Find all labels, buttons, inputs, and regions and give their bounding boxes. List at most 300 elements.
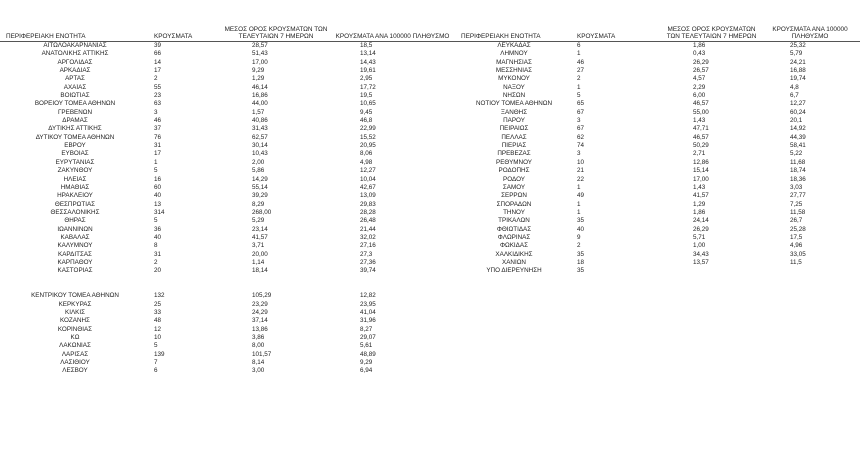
cell-cases	[150, 284, 222, 292]
cell-per100k: 17,5	[790, 233, 803, 241]
cell-region: ΜΕΣΣΗΝΙΑΣ	[495, 67, 533, 75]
table-row	[0, 125, 455, 133]
table-row	[0, 217, 455, 225]
cell-cases: 3	[577, 150, 581, 158]
cell-avg7: 15,14	[693, 167, 709, 175]
table-row	[455, 184, 860, 192]
header-avg7: ΜΕΣΟΣ ΟΡΟΣ ΚΡΟΥΣΜΑΤΩΝ ΤΩΝ ΤΕΛΕΥΤΑΙΩΝ 7 ΗΜΕΡΩΝ	[663, 0, 760, 42]
cell-cases: 18	[577, 258, 585, 266]
table-row	[455, 192, 860, 200]
left-table-body	[0, 42, 455, 376]
cell-cases: 49	[577, 192, 585, 200]
cell-cases: 6	[154, 367, 158, 375]
cell-per100k: 18,5	[360, 42, 373, 49]
cell-cases: 40	[154, 192, 162, 200]
cell-cases: 12	[154, 325, 162, 333]
cell-cases: 27	[577, 67, 585, 75]
cell-per100k: 5,61	[360, 342, 373, 350]
cell-cases: 1	[577, 83, 581, 91]
cell-region: ΚΕΡΚΥΡΑΣ	[58, 300, 92, 308]
cell-avg7: 14,29	[252, 175, 268, 183]
cell-per100k: 16,88	[790, 67, 806, 75]
table-row	[0, 301, 455, 309]
cell-per100k: 7,25	[790, 200, 803, 208]
cell-cases: 10	[577, 158, 585, 166]
cell-per100k: 18,74	[790, 167, 806, 175]
cell-cases: 31	[154, 142, 162, 150]
cell-avg7: 8,14	[252, 359, 265, 367]
table-row	[455, 134, 860, 142]
cell-region: ΠΙΕΡΙΑΣ	[501, 142, 527, 150]
cell-cases: 3	[154, 108, 158, 116]
cell-per100k: 27,3	[360, 250, 373, 258]
cell-cases: 7	[154, 359, 158, 367]
cell-region: ΘΕΣΠΡΩΤΙΑΣ	[54, 200, 96, 208]
cell-region: ΛΑΣΙΘΙΟΥ	[60, 359, 90, 367]
table-row	[0, 150, 455, 158]
cell-avg7: 2,00	[252, 158, 265, 166]
table-row	[0, 75, 455, 83]
cell-cases: 1	[577, 183, 581, 191]
cell-region: ΠΑΡΟΥ	[503, 117, 525, 125]
cell-region: ΚΑΛΥΜΝΟΥ	[57, 242, 93, 250]
cell-per100k: 25,28	[790, 225, 806, 233]
table-row	[455, 176, 860, 184]
cell-per100k: 26,7	[790, 217, 803, 225]
table-row	[0, 50, 455, 58]
cell-per100k: 60,24	[790, 108, 806, 116]
cell-cases: 5	[154, 217, 158, 225]
cell-per100k: 28,28	[360, 208, 376, 216]
cell-region: ΖΑΚΥΝΘΟΥ	[57, 167, 93, 175]
cell-avg7: 55,14	[252, 183, 268, 191]
table-row	[0, 192, 455, 200]
cell-cases: 39	[154, 42, 162, 49]
cell-avg7: 50,29	[693, 142, 709, 150]
cell-per100k: 46,8	[360, 117, 373, 125]
header-per100k: ΚΡΟΥΣΜΑΤΑ ΑΝΑ 100000 ΠΛΗΘΥΣΜΟ	[760, 0, 860, 42]
cell-region: ΣΠΟΡΑΔΩΝ	[496, 200, 532, 208]
cell-avg7: 34,43	[693, 250, 709, 258]
cell-region: ΛΗΜΝΟΥ	[500, 50, 528, 58]
table-row	[455, 100, 860, 108]
header-region: ΠΕΡΙΦΕΡΕΙΑΚΗ ΕΝΟΤΗΤΑ	[0, 0, 150, 42]
table-row	[0, 84, 455, 92]
cell-region: ΛΑΚΩΝΙΑΣ	[59, 342, 91, 350]
cell-per100k: 22,99	[360, 125, 376, 133]
cell-cases: 10	[154, 334, 162, 342]
cell-cases: 20	[154, 267, 162, 275]
right-table-body	[455, 42, 860, 276]
cell-cases: 9	[577, 233, 581, 241]
cell-region: ΚΟΡΙΝΘΙΑΣ	[57, 325, 93, 333]
table-row	[0, 67, 455, 75]
cell-per100k: 19,61	[360, 67, 376, 75]
cell-per100k: 31,96	[360, 317, 376, 325]
cell-per100k: 10,65	[360, 100, 376, 108]
cell-cases: 60	[154, 183, 162, 191]
cell-avg7: 4,57	[693, 75, 706, 83]
cell-per100k: 19,74	[790, 75, 806, 83]
cell-per100k	[330, 276, 455, 284]
cell-avg7: 12,86	[693, 158, 709, 166]
cell-region: ΘΕΣΣΑΛΟΝΙΚΗΣ	[50, 208, 100, 216]
table-row	[455, 226, 860, 234]
table-row	[455, 42, 860, 51]
cell-region	[0, 276, 150, 284]
cell-avg7: 13,86	[252, 325, 268, 333]
cell-region: ΗΛΕΙΑΣ	[63, 175, 87, 183]
cell-region: ΤΗΝΟΥ	[503, 208, 525, 216]
cell-avg7: 16,86	[252, 92, 268, 100]
table-row	[455, 267, 860, 275]
table-row	[0, 242, 455, 250]
cell-region: ΔΡΑΜΑΣ	[62, 117, 88, 125]
cell-per100k: 48,89	[360, 350, 376, 358]
cell-per100k: 44,39	[790, 133, 806, 141]
cell-avg7: 0,43	[693, 50, 706, 58]
cell-avg7: 26,29	[693, 58, 709, 66]
cell-cases: 21	[577, 167, 585, 175]
cell-region: ΔΥΤΙΚΟΥ ΤΟΜΕΑ ΑΘΗΝΩΝ	[35, 133, 115, 141]
cell-region: ΚΑΒΑΛΑΣ	[60, 233, 90, 241]
table-row	[455, 84, 860, 92]
cell-per100k: 6,7	[790, 92, 799, 100]
cell-cases: 132	[154, 292, 165, 300]
header-avg7: ΜΕΣΟΣ ΟΡΟΣ ΚΡΟΥΣΜΑΤΩΝ ΤΩΝ ΤΕΛΕΥΤΑΙΩΝ 7 ΗΜΕΡΩΝ	[222, 0, 330, 42]
cell-cases: 40	[154, 233, 162, 241]
table-row	[455, 150, 860, 158]
cell-avg7: 3,71	[252, 242, 265, 250]
cell-per100k: 10,04	[360, 175, 376, 183]
cell-cases: 1	[577, 50, 581, 58]
header-cases: ΚΡΟΥΣΜΑΤΑ	[573, 0, 663, 42]
cell-per100k: 12,82	[360, 292, 376, 300]
table-row	[455, 59, 860, 67]
table-row	[455, 234, 860, 242]
cell-per100k: 12,27	[360, 167, 376, 175]
cell-region: ΕΥΒΟΙΑΣ	[61, 150, 89, 158]
cell-cases: 35	[577, 267, 585, 275]
cell-region: ΣΑΜΟΥ	[502, 183, 526, 191]
cell-avg7: 101,57	[252, 350, 272, 358]
cell-avg7: 1,86	[693, 208, 706, 216]
cell-region: ΣΕΡΡΩΝ	[501, 192, 527, 200]
cell-avg7: 1,86	[693, 42, 706, 49]
cell-region: ΕΥΡΥΤΑΝΙΑΣ	[55, 158, 95, 166]
cell-avg7: 1,29	[693, 200, 706, 208]
cell-cases: 1	[154, 158, 158, 166]
cell-cases: 13	[154, 200, 162, 208]
cell-per100k: 11,58	[790, 208, 806, 216]
cell-region: ΡΟΔΟΠΗΣ	[498, 167, 530, 175]
cell-avg7: 1,57	[252, 108, 265, 116]
cell-per100k: 11,68	[790, 158, 806, 166]
table-row	[0, 109, 455, 117]
cell-region: ΠΡΕΒΕΖΑΣ	[497, 150, 531, 158]
cell-region: ΥΠΟ ΔΙΕΡΕΥΝΗΣΗ	[486, 267, 542, 275]
cell-avg7: 24,14	[693, 217, 709, 225]
cell-avg7: 268,00	[252, 208, 272, 216]
cell-avg7: 6,00	[693, 92, 706, 100]
cell-avg7: 23,14	[252, 225, 268, 233]
table-header-row	[0, 0, 455, 42]
table-row	[0, 267, 455, 275]
cell-per100k: 4,98	[360, 158, 373, 166]
cell-cases: 2	[154, 75, 158, 83]
table-row	[455, 67, 860, 75]
cell-cases: 3	[577, 117, 581, 125]
cell-cases: 8	[154, 242, 158, 250]
cell-per100k: 58,41	[790, 142, 806, 150]
cell-per100k: 4,96	[790, 242, 803, 250]
cell-avg7: 105,29	[252, 292, 272, 300]
cell-per100k: 2,95	[360, 75, 373, 83]
table-row	[455, 142, 860, 150]
table-row	[0, 142, 455, 150]
cell-per100k: 3,03	[790, 183, 803, 191]
table-row	[455, 251, 860, 259]
cell-avg7	[222, 276, 330, 284]
cell-avg7: 5,71	[693, 233, 706, 241]
cell-per100k: 27,77	[790, 192, 806, 200]
cell-region: ΤΡΙΚΑΛΩΝ	[498, 217, 530, 225]
cell-avg7: 5,29	[252, 217, 265, 225]
cell-avg7: 46,57	[693, 100, 709, 108]
cell-cases: 74	[577, 142, 585, 150]
cell-region: ΝΑΞΟΥ	[503, 83, 525, 91]
cell-region: ΑΧΑΪΑΣ	[63, 83, 87, 91]
table-row	[0, 292, 455, 300]
cell-cases: 76	[154, 133, 162, 141]
cell-per100k: 32,02	[360, 233, 376, 241]
cell-avg7: 47,71	[693, 125, 709, 133]
table-row	[0, 309, 455, 317]
cell-cases: 2	[154, 258, 158, 266]
table-row	[0, 259, 455, 267]
cell-avg7: 8,00	[252, 342, 265, 350]
cell-region: ΒΟΡΕΙΟΥ ΤΟΜΕΑ ΑΘΗΝΩΝ	[34, 100, 116, 108]
cell-region: ΜΑΓΝΗΣΙΑΣ	[496, 58, 532, 66]
cell-per100k: 8,06	[360, 150, 373, 158]
cell-per100k: 27,16	[360, 242, 376, 250]
cell-avg7: 8,29	[252, 200, 265, 208]
table-row	[0, 42, 455, 51]
table-row	[455, 109, 860, 117]
cell-cases: 67	[577, 108, 585, 116]
cell-per100k: 14,43	[360, 58, 376, 66]
cell-region: ΕΒΡΟΥ	[64, 142, 86, 150]
cell-region: ΛΑΡΙΣΑΣ	[61, 350, 89, 358]
cell-per100k: 14,92	[790, 125, 806, 133]
cell-avg7: 26,57	[693, 67, 709, 75]
cell-avg7: 2,71	[693, 150, 706, 158]
cell-cases: 66	[154, 50, 162, 58]
cell-cases: 1	[577, 200, 581, 208]
cell-region: ΛΕΥΚΑΔΑΣ	[497, 42, 531, 49]
table-row	[455, 75, 860, 83]
cell-per100k: 20,95	[360, 142, 376, 150]
cell-avg7: 26,29	[693, 225, 709, 233]
cell-per100k: 13,14	[360, 50, 376, 58]
cell-per100k: 20,1	[790, 117, 803, 125]
cell-region: ΑΙΤΩΛΟΑΚΑΡΝΑΝΙΑΣ	[43, 42, 107, 49]
header-cases: ΚΡΟΥΣΜΑΤΑ	[150, 0, 222, 42]
cell-avg7: 1,00	[693, 242, 706, 250]
cell-avg7: 2,29	[693, 83, 706, 91]
header-per100k: ΚΡΟΥΣΜΑΤΑ ΑΝΑ 100000 ΠΛΗΘΥΣΜΟ	[330, 0, 455, 42]
cell-region: ΚΕΝΤΡΙΚΟΥ ΤΟΜΕΑ ΑΘΗΝΩΝ	[31, 292, 119, 300]
cell-cases: 16	[154, 175, 162, 183]
cell-region: ΑΝΑΤΟΛΙΚΗΣ ΑΤΤΙΚΗΣ	[41, 50, 109, 58]
cell-cases: 36	[154, 225, 162, 233]
table-row	[455, 209, 860, 217]
cell-per100k: 41,04	[360, 309, 376, 316]
table-row	[0, 276, 455, 284]
cell-cases: 35	[577, 217, 585, 225]
cell-avg7: 1,43	[693, 117, 706, 125]
cell-avg7: 62,57	[252, 133, 268, 141]
cell-avg7: 1,14	[252, 258, 265, 266]
table-row	[0, 159, 455, 167]
cell-per100k	[760, 267, 860, 275]
cell-avg7: 44,00	[252, 100, 268, 108]
cell-avg7	[663, 267, 760, 275]
cell-cases: 1	[577, 208, 581, 216]
cell-cases: 63	[154, 100, 162, 108]
cell-avg7: 1,43	[693, 183, 706, 191]
table-row	[0, 284, 455, 292]
cell-region: ΛΕΣΒΟΥ	[62, 367, 88, 375]
cell-region: ΝΟΤΙΟΥ ΤΟΜΕΑ ΑΘΗΝΩΝ	[475, 100, 553, 108]
cell-cases: 5	[154, 342, 158, 350]
cell-cases: 62	[577, 133, 585, 141]
cell-region: ΡΕΘΥΜΝΟΥ	[496, 158, 532, 166]
cell-avg7: 37,14	[252, 317, 268, 325]
cell-avg7: 39,29	[252, 192, 268, 200]
table-header-row	[455, 0, 860, 42]
table-row	[0, 359, 455, 367]
table-row	[455, 159, 860, 167]
cell-avg7: 51,43	[252, 50, 268, 58]
cell-cases: 17	[154, 67, 162, 75]
cell-cases: 46	[154, 117, 162, 125]
cell-per100k: 9,29	[360, 359, 373, 367]
cell-cases: 139	[154, 350, 165, 358]
table-row	[0, 184, 455, 192]
cell-region: ΚΑΡΔΙΤΣΑΣ	[58, 250, 92, 258]
cell-avg7: 55,00	[693, 108, 709, 116]
table-row	[0, 342, 455, 350]
cell-avg7: 46,57	[693, 133, 709, 141]
cell-region: ΦΩΚΙΔΑΣ	[500, 242, 528, 250]
cell-region: ΘΗΡΑΣ	[64, 217, 86, 225]
cell-avg7: 13,57	[693, 258, 709, 266]
table-row	[455, 201, 860, 209]
cell-cases: 22	[577, 175, 585, 183]
cell-avg7: 30,14	[252, 142, 268, 150]
table-row	[455, 259, 860, 267]
cell-avg7: 10,43	[252, 150, 268, 158]
cell-cases: 55	[154, 83, 162, 91]
cell-per100k	[330, 284, 455, 292]
cell-cases: 31	[154, 250, 162, 258]
cell-region: ΦΛΩΡΙΝΑΣ	[497, 233, 531, 241]
cell-region: ΚΑΡΠΑΘΟΥ	[57, 258, 93, 266]
table-row	[0, 326, 455, 334]
cell-region: ΗΜΑΘΙΑΣ	[60, 183, 90, 191]
cell-region: ΑΡΚΑΔΙΑΣ	[59, 67, 91, 75]
cell-cases: 2	[577, 75, 581, 83]
cell-cases: 14	[154, 58, 162, 66]
cell-cases: 40	[577, 225, 585, 233]
table-row	[0, 59, 455, 67]
table-row	[455, 125, 860, 133]
cell-region: ΡΟΔΟΥ	[503, 175, 525, 183]
table-row	[0, 234, 455, 242]
cell-per100k: 18,36	[790, 175, 806, 183]
cell-avg7: 1,29	[252, 75, 265, 83]
table-row	[0, 167, 455, 175]
cell-per100k: 25,32	[790, 42, 806, 49]
cell-region: ΔΥΤΙΚΗΣ ΑΤΤΙΚΗΣ	[48, 125, 102, 133]
table-row	[0, 367, 455, 375]
cell-cases: 25	[154, 300, 162, 308]
cell-region: ΙΩΑΝΝΙΝΩΝ	[57, 225, 93, 233]
table-row	[455, 217, 860, 225]
cell-avg7: 24,29	[252, 309, 268, 316]
cell-region: ΦΘΙΩΤΙΔΑΣ	[496, 225, 532, 233]
table-row	[0, 117, 455, 125]
cell-cases: 23	[154, 92, 162, 100]
cell-per100k: 33,05	[790, 250, 806, 258]
table-row	[0, 134, 455, 142]
cell-avg7: 3,00	[252, 367, 265, 375]
cell-per100k: 15,52	[360, 133, 376, 141]
cell-per100k: 5,22	[790, 150, 803, 158]
cell-region: ΜΥΚΟΝΟΥ	[498, 75, 530, 83]
left-data-table	[0, 0, 455, 376]
cell-per100k: 19,5	[360, 92, 373, 100]
cell-per100k: 24,21	[790, 58, 806, 66]
cell-avg7: 41,57	[693, 192, 709, 200]
table-row	[455, 167, 860, 175]
cell-cases: 48	[154, 317, 162, 325]
cell-per100k: 4,8	[790, 83, 799, 91]
cell-avg7: 28,57	[252, 42, 268, 49]
cell-per100k: 21,44	[360, 225, 376, 233]
cell-region: ΧΑΝΙΩΝ	[502, 258, 526, 266]
table-row	[0, 209, 455, 217]
cell-per100k: 42,67	[360, 183, 376, 191]
cell-per100k: 39,74	[360, 267, 376, 275]
cell-cases: 37	[154, 125, 162, 133]
cell-cases: 5	[154, 167, 158, 175]
cell-per100k: 29,07	[360, 334, 376, 342]
cell-per100k: 17,72	[360, 83, 376, 91]
cell-cases: 5	[577, 92, 581, 100]
cell-region: ΒΟΙΩΤΙΑΣ	[60, 92, 90, 100]
cell-cases: 314	[154, 208, 165, 216]
cell-avg7: 17,00	[693, 175, 709, 183]
table-row	[0, 92, 455, 100]
cell-per100k: 23,95	[360, 300, 376, 308]
cell-cases: 2	[577, 242, 581, 250]
cell-cases: 35	[577, 250, 585, 258]
cell-region: ΚΩ	[70, 334, 80, 342]
cell-cases: 67	[577, 125, 585, 133]
cell-region: ΓΡΕΒΕΝΩΝ	[57, 108, 93, 116]
